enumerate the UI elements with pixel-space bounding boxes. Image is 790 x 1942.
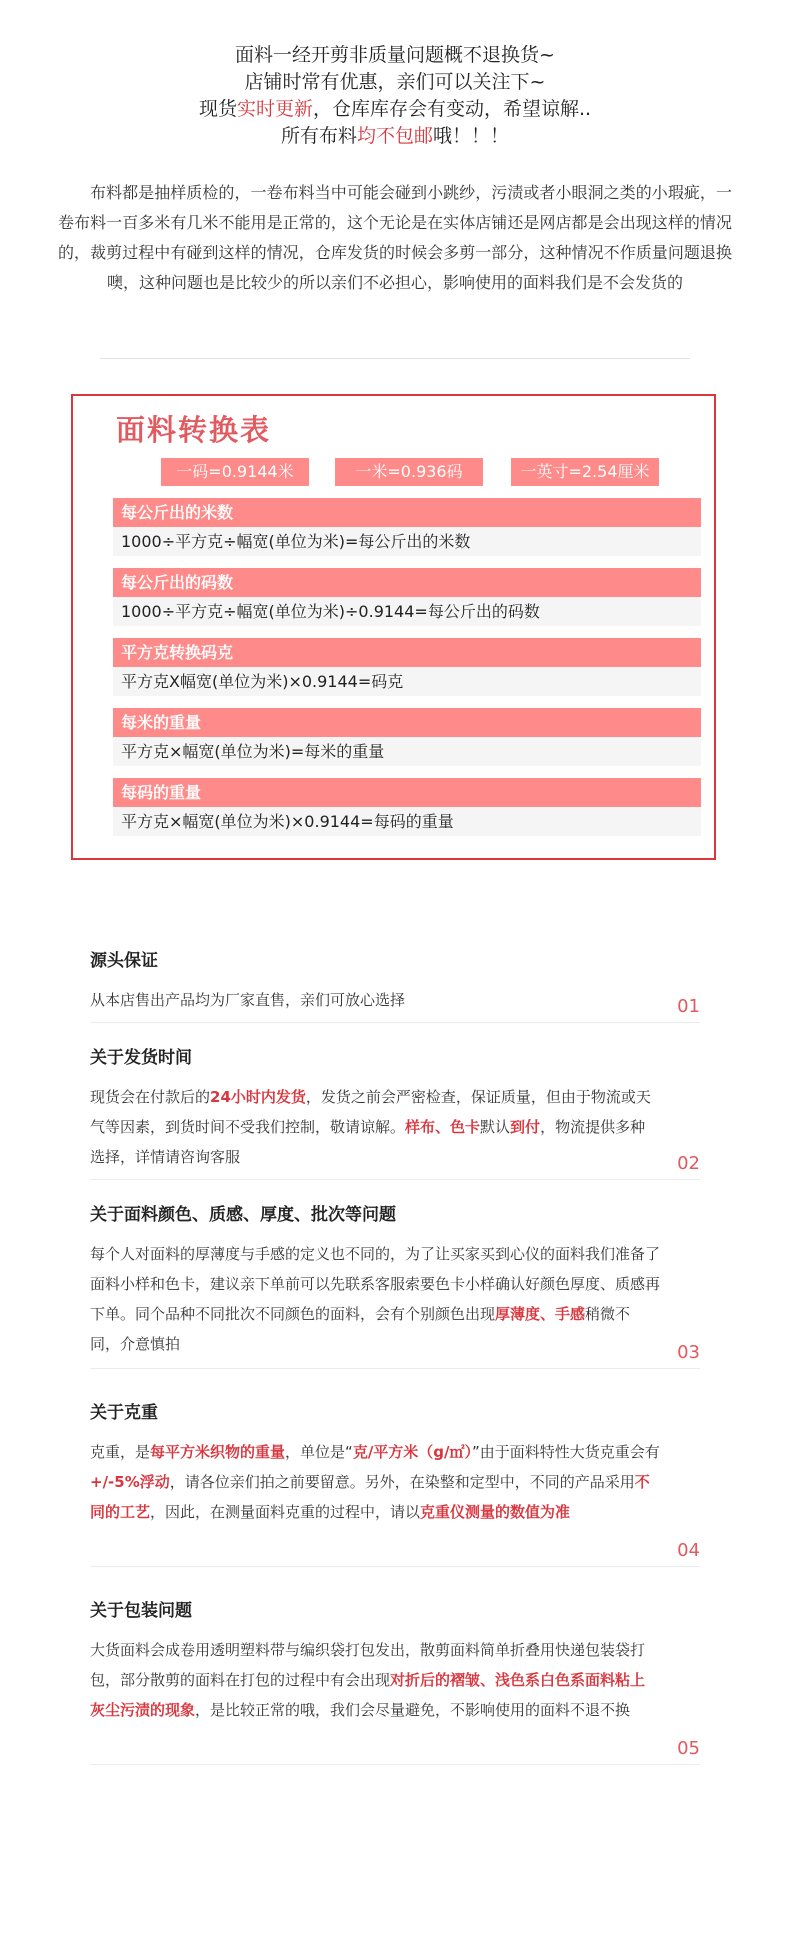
section-source-guarantee bbox=[90, 946, 700, 1023]
body-text: 从本店售出产品均为厂家直售，亲们可放心选择 bbox=[90, 991, 406, 1009]
conversion-table bbox=[71, 394, 716, 860]
conversion-row-formula: 平方克×幅宽(单位为米)=每米的重量 bbox=[113, 737, 701, 766]
section-body bbox=[90, 985, 660, 1015]
highlight-text: 每平方米织物的重量 bbox=[150, 1443, 286, 1461]
section-body bbox=[90, 1437, 660, 1527]
section-body bbox=[90, 1635, 660, 1725]
body-text: ，物流提供多种选择，详情请咨询客服 bbox=[90, 1118, 646, 1166]
section-number: 01 bbox=[677, 996, 700, 1017]
unit-yard-to-meter: 一码=0.9144米 bbox=[161, 458, 309, 486]
body-text: ，请各位亲们拍之前要留意。另外，在染整和定型中，不同的产品采用 bbox=[169, 1473, 635, 1491]
highlight-text: 样布、色卡 bbox=[405, 1118, 481, 1136]
section-packaging bbox=[90, 1596, 700, 1765]
section-number: 05 bbox=[677, 1738, 700, 1759]
section-title: 关于克重 bbox=[90, 1403, 158, 1423]
notice-line-3: 现货实时更新，仓库库存会有变动，希望谅解.. bbox=[198, 98, 592, 120]
conversion-row-head: 每码的重量 bbox=[113, 778, 701, 807]
unit-inch-to-cm: 一英寸=2.54厘米 bbox=[511, 458, 659, 486]
conversion-row bbox=[113, 498, 701, 556]
conversion-row-head: 每公斤出的米数 bbox=[113, 498, 701, 527]
conversion-row-formula: 1000÷平方克÷幅宽(单位为米)=每公斤出的米数 bbox=[113, 527, 701, 556]
notice-line-4: 所有布料均不包邮哦！！！ bbox=[280, 125, 510, 147]
conversion-row bbox=[113, 568, 701, 626]
unit-meter-to-yard: 一米=0.936码 bbox=[335, 458, 483, 486]
notice-line-1: 面料一经开剪非质量问题概不退换货~ bbox=[235, 44, 555, 66]
section-color-texture bbox=[90, 1200, 700, 1369]
body-text: ，因此，在测量面料克重的过程中，请以 bbox=[150, 1503, 421, 1521]
highlight-text: 对折后的褶皱、浅色系白色系面料粘上灰尘污渍的现象 bbox=[90, 1671, 646, 1719]
section-title: 源头保证 bbox=[90, 951, 158, 971]
notice-line-2: 店铺时常有优惠，亲们可以关注下~ bbox=[244, 71, 546, 93]
notice-block bbox=[0, 42, 790, 150]
conversion-row-head: 每米的重量 bbox=[113, 708, 701, 737]
highlight-text: 到付 bbox=[510, 1118, 541, 1136]
body-text: 现货会在付款后的 bbox=[90, 1088, 211, 1106]
divider bbox=[100, 358, 690, 359]
highlight-realtime: 实时更新 bbox=[236, 98, 313, 120]
body-text: ”由于面料特性大货克重会有 bbox=[472, 1443, 660, 1461]
conversion-row-head: 平方克转换码克 bbox=[113, 638, 701, 667]
conversion-row-formula: 1000÷平方克÷幅宽(单位为米)÷0.9144=每公斤出的码数 bbox=[113, 597, 701, 626]
conversion-row bbox=[113, 708, 701, 766]
section-number: 03 bbox=[677, 1342, 700, 1363]
conversion-row bbox=[113, 638, 701, 696]
section-body bbox=[90, 1082, 660, 1172]
section-weight bbox=[90, 1398, 700, 1567]
highlight-text: 24小时内发货 bbox=[210, 1088, 306, 1106]
highlight-no-free-shipping: 均不包邮 bbox=[356, 125, 433, 147]
highlight-text: 克重仪测量的数值为准 bbox=[420, 1503, 571, 1521]
section-number: 04 bbox=[677, 1540, 700, 1561]
section-shipping-time bbox=[90, 1043, 700, 1180]
highlight-text: +/-5%浮动 bbox=[90, 1473, 170, 1491]
highlight-text: 不同的工艺 bbox=[90, 1473, 650, 1521]
conversion-row-formula: 平方克X幅宽(单位为米)×0.9144=码克 bbox=[113, 667, 701, 696]
body-text: 大货面料会成卷用透明塑料带与编织袋打包发出，散剪面料简单折叠用快递包装袋打包，部分散剪的面料在打包的过程中有会出现 bbox=[90, 1641, 646, 1689]
section-title: 关于包装问题 bbox=[90, 1601, 192, 1621]
highlight-text: 克/平方米（g/㎡） bbox=[352, 1443, 473, 1461]
section-body bbox=[90, 1239, 660, 1359]
body-text: ，单位是“ bbox=[285, 1443, 353, 1461]
quality-intro-paragraph: 布料都是抽样质检的，一卷布料当中可能会碰到小跳纱，污渍或者小眼洞之类的小瑕疵，一卷布料一百多米有几米不能用是正常的，这个无论是在实体店铺还是网店都是会出现这样的情况的，裁剪过程中有碰到这样的情况，仓库发货的时候会多剪一部分，这种情况不作质量问题退换噢，这种问题也是比较少的所以亲们不必担心，影响使用的面料我们是不会发货的 bbox=[58, 183, 732, 292]
conversion-row-head: 每公斤出的码数 bbox=[113, 568, 701, 597]
section-title: 关于发货时间 bbox=[90, 1048, 192, 1068]
section-number: 02 bbox=[677, 1153, 700, 1174]
body-text: ，发货之前会严密检查，保证质量，但由于物流或天气等因素，到货时间不受我们控制，敬请谅解。 bbox=[90, 1088, 651, 1136]
highlight-text: 厚薄度、手感 bbox=[495, 1305, 586, 1323]
conversion-table-title: 面料转换表 bbox=[116, 413, 272, 447]
body-text: ，是比较正常的哦，我们会尽量避免，不影响使用的面料不退不换 bbox=[195, 1701, 631, 1719]
body-text: 每个人对面料的厚薄度与手感的定义也不同的，为了让买家买到心仪的面料我们准备了面料小样和色卡，建议亲下单前可以先联系客服索要色卡小样确认好颜色厚度、质感再下单。同个品种不同批次不同颜色的面料，会有个别颜色出现 bbox=[90, 1245, 661, 1323]
body-text: 默认 bbox=[480, 1118, 511, 1136]
conversion-row-formula: 平方克×幅宽(单位为米)×0.9144=每码的重量 bbox=[113, 807, 701, 836]
body-text: 克重，是 bbox=[90, 1443, 151, 1461]
section-title: 关于面料颜色、质感、厚度、批次等问题 bbox=[90, 1205, 396, 1225]
body-text: 稍微不同，介意慎拍 bbox=[90, 1305, 631, 1353]
conversion-row bbox=[113, 778, 701, 836]
